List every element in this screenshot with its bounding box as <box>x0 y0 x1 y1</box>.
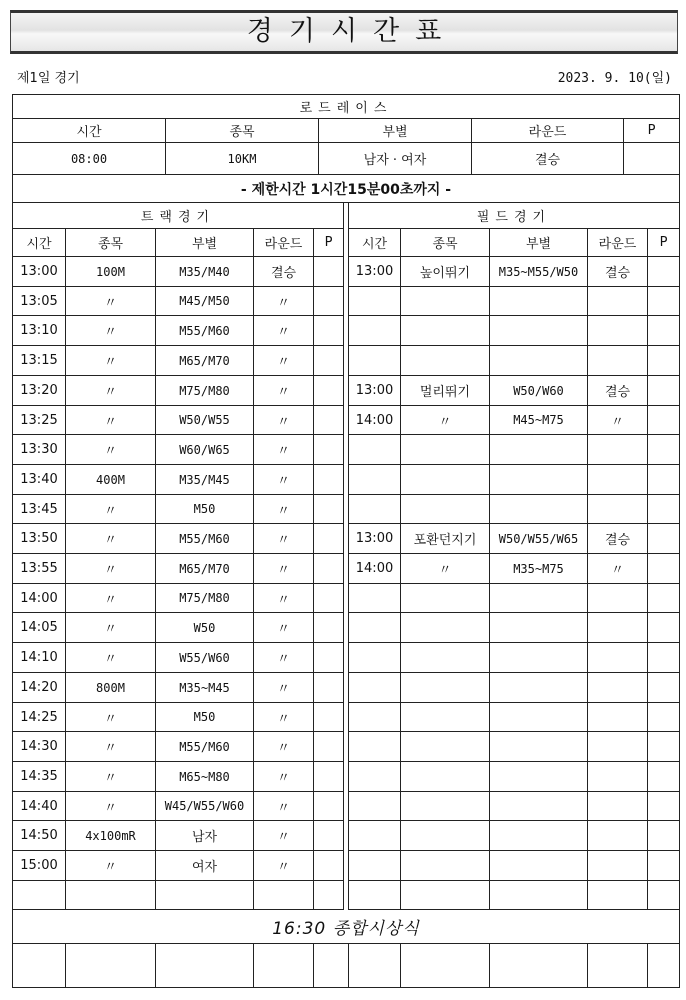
track-row-time: 13:25 <box>13 406 66 435</box>
field-row-time <box>349 703 401 732</box>
track-row-time: 14:05 <box>13 613 66 643</box>
track-row-event: 4x100mR <box>66 821 156 851</box>
field-row-p <box>648 851 679 881</box>
field-row-event <box>401 821 490 851</box>
field-row-time: 13:00 <box>349 376 401 406</box>
track-row-time: 14:40 <box>13 792 66 821</box>
track-row-round: 〃 <box>254 643 314 673</box>
track-row-division: W55/W60 <box>156 643 254 673</box>
track-row-division: M50 <box>156 495 254 524</box>
track-row-round: 〃 <box>254 495 314 524</box>
field-row-division <box>490 465 588 495</box>
track-row-event: 〃 <box>66 316 156 346</box>
track-row-round: 〃 <box>254 316 314 346</box>
road-race-cell-division: 남자 · 여자 <box>319 143 472 175</box>
field-row-division <box>490 287 588 316</box>
footer-blank-cell <box>648 944 679 987</box>
track-row-division: M45/M50 <box>156 287 254 316</box>
track-row-p <box>314 732 343 762</box>
track-row-event <box>66 881 156 910</box>
track-row-round: 〃 <box>254 554 314 584</box>
field-row-division <box>490 732 588 762</box>
track-row-division: M55/M60 <box>156 316 254 346</box>
field-section-title: 필드경기 <box>349 203 679 229</box>
track-row-round: 〃 <box>254 435 314 465</box>
track-row-division: 여자 <box>156 851 254 881</box>
field-row-event <box>401 316 490 346</box>
track-row-p <box>314 406 343 435</box>
track-row-event: 〃 <box>66 287 156 316</box>
footer-blank-cell <box>314 944 349 987</box>
awards-ceremony: 16:30 종합시상식 <box>13 910 679 944</box>
track-header-division: 부별 <box>156 229 254 257</box>
track-row-p <box>314 613 343 643</box>
field-row-p <box>648 792 679 821</box>
field-row-event <box>401 584 490 613</box>
field-row-division <box>490 316 588 346</box>
footer-blank-cell <box>66 944 156 987</box>
field-row-time: 14:00 <box>349 554 401 584</box>
field-row-round <box>588 435 648 465</box>
track-row-p <box>314 792 343 821</box>
track-row-division: M55/M60 <box>156 732 254 762</box>
track-row-event: 〃 <box>66 792 156 821</box>
track-row-time: 14:25 <box>13 703 66 732</box>
field-row-round <box>588 703 648 732</box>
field-header-time: 시간 <box>349 229 401 257</box>
field-row-time <box>349 495 401 524</box>
track-row-time: 13:10 <box>13 316 66 346</box>
track-row-time: 13:55 <box>13 554 66 584</box>
track-row-event: 〃 <box>66 613 156 643</box>
field-row-p <box>648 584 679 613</box>
field-row-division <box>490 851 588 881</box>
track-row-event: 100M <box>66 257 156 287</box>
field-row-round: 〃 <box>588 406 648 435</box>
track-row-p <box>314 851 343 881</box>
field-row-event <box>401 495 490 524</box>
track-row-time: 14:10 <box>13 643 66 673</box>
track-row-time: 14:20 <box>13 673 66 703</box>
track-row-round <box>254 881 314 910</box>
road-race-cell-time: 08:00 <box>13 143 166 175</box>
field-row-division <box>490 435 588 465</box>
road-race-header-p: P <box>624 119 679 143</box>
road-race-header-event: 종목 <box>166 119 319 143</box>
footer-blank-cell <box>401 944 490 987</box>
field-row-round <box>588 465 648 495</box>
track-row-division: M65/M70 <box>156 346 254 376</box>
field-row-p <box>648 257 679 287</box>
track-row-event: 〃 <box>66 406 156 435</box>
track-row-round: 결승 <box>254 257 314 287</box>
track-row-round: 〃 <box>254 673 314 703</box>
field-row-p <box>648 673 679 703</box>
field-row-round <box>588 287 648 316</box>
track-row-p <box>314 316 343 346</box>
field-header-event: 종목 <box>401 229 490 257</box>
track-row-p <box>314 821 343 851</box>
track-row-event: 〃 <box>66 495 156 524</box>
track-row-division: M65/M70 <box>156 554 254 584</box>
field-row-time <box>349 732 401 762</box>
track-row-round: 〃 <box>254 465 314 495</box>
field-row-round: 〃 <box>588 554 648 584</box>
field-row-time: 13:00 <box>349 524 401 554</box>
track-row-time: 14:30 <box>13 732 66 762</box>
footer-blank-cell <box>490 944 588 987</box>
field-row-division <box>490 584 588 613</box>
track-row-round: 〃 <box>254 703 314 732</box>
footer-blank-cell <box>13 944 66 987</box>
field-row-time: 14:00 <box>349 406 401 435</box>
track-row-division: M50 <box>156 703 254 732</box>
track-row-round: 〃 <box>254 346 314 376</box>
field-row-time <box>349 673 401 703</box>
track-row-round: 〃 <box>254 821 314 851</box>
track-row-time: 14:35 <box>13 762 66 792</box>
field-row-time <box>349 851 401 881</box>
track-section-title: 트랙경기 <box>13 203 343 229</box>
field-row-round <box>588 673 648 703</box>
field-row-time <box>349 346 401 376</box>
field-row-division <box>490 346 588 376</box>
track-row-division: M75/M80 <box>156 376 254 406</box>
track-row-time: 14:00 <box>13 584 66 613</box>
track-row-p <box>314 376 343 406</box>
track-row-p <box>314 346 343 376</box>
field-row-time <box>349 316 401 346</box>
road-race-header-division: 부별 <box>319 119 472 143</box>
field-row-round <box>588 495 648 524</box>
field-row-event <box>401 881 490 910</box>
field-row-time <box>349 584 401 613</box>
track-row-round: 〃 <box>254 376 314 406</box>
field-row-event: 〃 <box>401 554 490 584</box>
field-row-time <box>349 881 401 910</box>
field-row-time <box>349 792 401 821</box>
track-row-event: 〃 <box>66 762 156 792</box>
track-row-round: 〃 <box>254 762 314 792</box>
track-row-time: 13:30 <box>13 435 66 465</box>
field-row-round: 결승 <box>588 257 648 287</box>
field-row-division <box>490 762 588 792</box>
field-row-division: M35~M55/W50 <box>490 257 588 287</box>
track-row-p <box>314 435 343 465</box>
track-header-round: 라운드 <box>254 229 314 257</box>
field-row-round <box>588 643 648 673</box>
field-row-time <box>349 287 401 316</box>
field-row-p <box>648 406 679 435</box>
track-row-p <box>314 762 343 792</box>
track-row-division: M55/M60 <box>156 524 254 554</box>
field-row-event <box>401 851 490 881</box>
track-row-p <box>314 881 343 910</box>
track-row-event: 〃 <box>66 376 156 406</box>
field-row-p <box>648 346 679 376</box>
track-row-event: 〃 <box>66 851 156 881</box>
section-divider <box>343 203 349 910</box>
track-row-round: 〃 <box>254 524 314 554</box>
track-row-p <box>314 257 343 287</box>
field-row-event <box>401 465 490 495</box>
field-row-division: W50/W60 <box>490 376 588 406</box>
field-row-division <box>490 703 588 732</box>
time-limit-note: - 제한시간 1시간15분00초까지 - <box>13 175 679 203</box>
field-row-time <box>349 435 401 465</box>
track-row-division: W50 <box>156 613 254 643</box>
track-row-time: 13:40 <box>13 465 66 495</box>
track-row-round: 〃 <box>254 406 314 435</box>
field-row-event: 〃 <box>401 406 490 435</box>
field-row-round <box>588 821 648 851</box>
field-row-p <box>648 554 679 584</box>
track-row-p <box>314 584 343 613</box>
field-row-p <box>648 495 679 524</box>
field-row-event: 높이뛰기 <box>401 257 490 287</box>
track-row-p <box>314 495 343 524</box>
track-row-round: 〃 <box>254 732 314 762</box>
field-row-division <box>490 495 588 524</box>
field-row-event: 멀리뛰기 <box>401 376 490 406</box>
field-row-event <box>401 762 490 792</box>
track-row-event: 〃 <box>66 732 156 762</box>
field-row-round <box>588 584 648 613</box>
field-row-p <box>648 881 679 910</box>
page-title-box <box>10 10 678 54</box>
track-row-time: 13:15 <box>13 346 66 376</box>
track-row-division: M35~M45 <box>156 673 254 703</box>
track-row-p <box>314 524 343 554</box>
field-row-p <box>648 465 679 495</box>
footer-blank-cell <box>156 944 254 987</box>
track-row-time: 14:50 <box>13 821 66 851</box>
track-header-time: 시간 <box>13 229 66 257</box>
field-header-p: P <box>648 229 679 257</box>
track-row-time <box>13 881 66 910</box>
field-row-round <box>588 762 648 792</box>
track-row-round: 〃 <box>254 287 314 316</box>
field-row-p <box>648 316 679 346</box>
field-row-division: W50/W55/W65 <box>490 524 588 554</box>
field-row-event <box>401 346 490 376</box>
day-label: 제1일 경기 <box>17 71 80 86</box>
field-row-division <box>490 792 588 821</box>
field-row-event <box>401 703 490 732</box>
track-row-p <box>314 465 343 495</box>
track-row-division: M35/M45 <box>156 465 254 495</box>
field-row-division <box>490 821 588 851</box>
field-row-p <box>648 376 679 406</box>
track-row-time: 15:00 <box>13 851 66 881</box>
field-row-time: 13:00 <box>349 257 401 287</box>
field-row-event <box>401 732 490 762</box>
field-row-event <box>401 287 490 316</box>
field-row-p <box>648 762 679 792</box>
track-header-p: P <box>314 229 343 257</box>
field-row-event: 포환던지기 <box>401 524 490 554</box>
track-row-division: W60/W65 <box>156 435 254 465</box>
field-row-event <box>401 435 490 465</box>
track-row-round: 〃 <box>254 792 314 821</box>
road-race-cell-p <box>624 143 679 175</box>
field-row-round <box>588 316 648 346</box>
road-race-title: 로드레이스 <box>13 95 679 119</box>
field-row-round <box>588 613 648 643</box>
field-row-p <box>648 703 679 732</box>
field-row-p <box>648 287 679 316</box>
track-row-division: W45/W55/W60 <box>156 792 254 821</box>
track-row-division: M75/M80 <box>156 584 254 613</box>
field-row-time <box>349 643 401 673</box>
track-row-time: 13:20 <box>13 376 66 406</box>
field-row-event <box>401 792 490 821</box>
field-row-p <box>648 524 679 554</box>
field-row-event <box>401 613 490 643</box>
track-row-p <box>314 643 343 673</box>
field-row-round: 결승 <box>588 376 648 406</box>
track-row-event: 〃 <box>66 435 156 465</box>
track-row-event: 〃 <box>66 346 156 376</box>
field-row-round <box>588 792 648 821</box>
road-race-header-round: 라운드 <box>472 119 624 143</box>
event-date: 2023. 9. 10(일) <box>557 71 672 86</box>
track-row-time: 13:05 <box>13 287 66 316</box>
footer-blank-cell <box>254 944 314 987</box>
field-row-round <box>588 732 648 762</box>
footer-blank-cell <box>588 944 648 987</box>
track-row-p <box>314 554 343 584</box>
field-row-division: M35~M75 <box>490 554 588 584</box>
field-row-division <box>490 643 588 673</box>
field-row-division <box>490 673 588 703</box>
track-row-time: 13:00 <box>13 257 66 287</box>
field-row-time <box>349 821 401 851</box>
footer-blank-cell <box>349 944 401 987</box>
field-row-p <box>648 732 679 762</box>
track-row-p <box>314 287 343 316</box>
track-row-division: 남자 <box>156 821 254 851</box>
field-row-p <box>648 613 679 643</box>
track-row-p <box>314 673 343 703</box>
track-row-round: 〃 <box>254 584 314 613</box>
track-row-event: 400M <box>66 465 156 495</box>
track-row-division <box>156 881 254 910</box>
track-row-event: 〃 <box>66 524 156 554</box>
field-row-time <box>349 465 401 495</box>
track-row-round: 〃 <box>254 851 314 881</box>
field-row-round <box>588 881 648 910</box>
field-row-p <box>648 643 679 673</box>
schedule-table <box>12 94 680 988</box>
field-row-time <box>349 613 401 643</box>
track-row-event: 〃 <box>66 643 156 673</box>
road-race-header-time: 시간 <box>13 119 166 143</box>
field-row-division <box>490 613 588 643</box>
track-row-p <box>314 703 343 732</box>
field-header-round: 라운드 <box>588 229 648 257</box>
field-row-division: M45~M75 <box>490 406 588 435</box>
field-row-time <box>349 762 401 792</box>
field-row-round <box>588 346 648 376</box>
track-header-event: 종목 <box>66 229 156 257</box>
track-row-round: 〃 <box>254 613 314 643</box>
track-row-division: M35/M40 <box>156 257 254 287</box>
field-row-round: 결승 <box>588 524 648 554</box>
field-row-division <box>490 881 588 910</box>
road-race-cell-event: 10KM <box>166 143 319 175</box>
field-row-event <box>401 643 490 673</box>
field-row-p <box>648 821 679 851</box>
field-header-division: 부별 <box>490 229 588 257</box>
field-row-round <box>588 851 648 881</box>
track-row-event: 800M <box>66 673 156 703</box>
field-row-p <box>648 435 679 465</box>
track-row-event: 〃 <box>66 554 156 584</box>
field-row-event <box>401 673 490 703</box>
track-row-division: W50/W55 <box>156 406 254 435</box>
track-row-event: 〃 <box>66 703 156 732</box>
track-row-time: 13:50 <box>13 524 66 554</box>
track-row-division: M65~M80 <box>156 762 254 792</box>
road-race-cell-round: 결승 <box>472 143 624 175</box>
page-title: 경기시간표 <box>246 16 458 47</box>
track-row-time: 13:45 <box>13 495 66 524</box>
track-row-event: 〃 <box>66 584 156 613</box>
